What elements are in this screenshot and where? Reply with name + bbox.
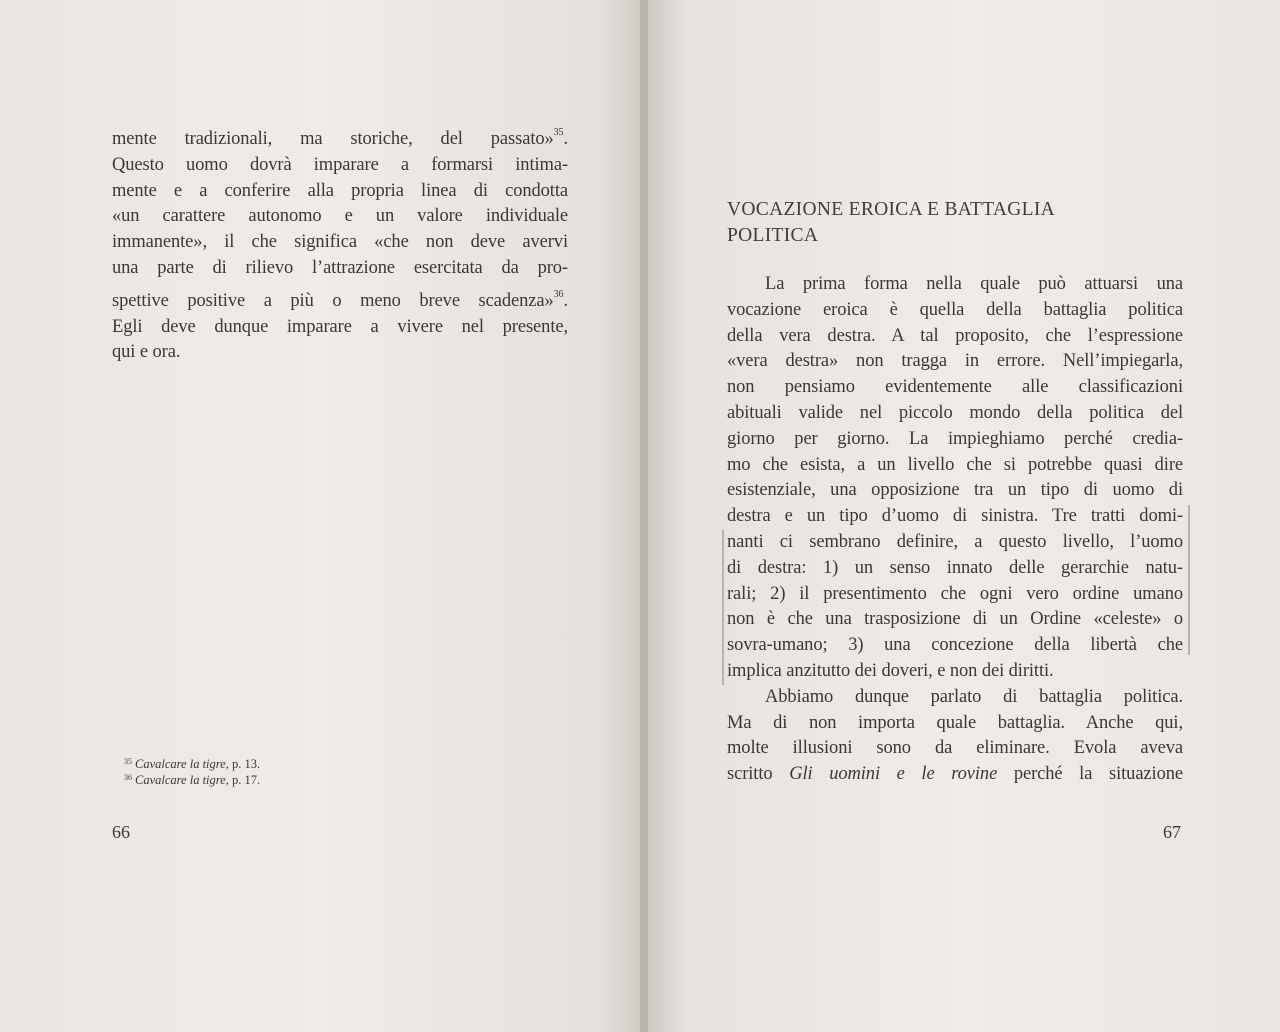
text-segment: giorno per giorno. La impieghiamo perché credia- (727, 428, 1183, 449)
text-segment: . (563, 129, 568, 149)
text-segment: una parte di rilievo l’attrazione esercitata da pro- (112, 257, 568, 278)
text-line (112, 179, 568, 205)
footnote (124, 771, 424, 787)
text-segment: nanti ci sembrano definire, a questo livello, l’uomo (727, 531, 1183, 552)
text-line (727, 504, 1183, 530)
footnote-ref: 36 (553, 288, 564, 300)
text-segment: molte illusioni sono da eliminare. Evola aveva (727, 738, 1183, 759)
text-segment: perché la situazione (997, 764, 1183, 785)
text-line (727, 685, 1183, 711)
text-segment: vocazione eroica è quella della battaglia politica (727, 299, 1183, 320)
text-line (727, 453, 1183, 479)
page-number-left: 66 (112, 822, 130, 842)
page-number-right: 67 (1163, 822, 1181, 842)
text-segment: non è che una trasposizione di un Ordine «celeste» o (727, 609, 1183, 630)
text-line (727, 478, 1183, 504)
text-line (727, 556, 1183, 582)
chapter-heading (727, 197, 1183, 249)
text-segment: esistenziale, una opposizione tra un tipo di uomo di (727, 480, 1183, 501)
footnote-title: Cavalcare la tigre (135, 757, 226, 771)
text-segment: destra e un tipo d’uomo di sinistra. Tre tratti domi- (727, 506, 1183, 527)
right-page-body (727, 272, 1183, 788)
text-line (112, 315, 568, 341)
text-line (727, 324, 1183, 350)
footnote-title: Cavalcare la tigre (135, 773, 226, 787)
text-line (112, 153, 568, 179)
text-segment: Ma di non importa quale battaglia. Anche qui, (727, 712, 1183, 733)
footnotes (124, 755, 424, 787)
pencil-mark-left (722, 530, 724, 685)
footnote-number: 35 (124, 757, 132, 766)
text-line (727, 427, 1183, 453)
text-segment: . (563, 290, 568, 311)
text-line (727, 272, 1183, 298)
text-segment: Questo uomo dovrà imparare a formarsi intima- (112, 154, 568, 175)
text-line (112, 340, 568, 366)
text-segment: «vera destra» non tragga in errore. Nell’impiegarla, (727, 351, 1183, 372)
text-line (727, 530, 1183, 556)
text-line (727, 401, 1183, 427)
heading-line: POLITICA (727, 225, 819, 246)
text-line (112, 282, 568, 315)
text-segment: implica anzitutto dei doveri, e non dei diritti. (727, 660, 1054, 681)
text-line (727, 736, 1183, 762)
text-line (727, 298, 1183, 324)
text-segment: immanente», il che significa «che non deve avervi (112, 232, 568, 253)
text-segment: Abbiamo dunque parlato di battaglia politica. (765, 686, 1183, 707)
text-line (727, 375, 1183, 401)
text-segment: mo che esista, a un livello che si potrebbe quasi dire (727, 454, 1183, 475)
text-line (112, 256, 568, 282)
italic-title: Gli uomini e le rovine (789, 764, 998, 785)
text-line (727, 582, 1183, 608)
text-segment: mente tradizionali, ma storiche, del passato» (112, 129, 554, 149)
text-line (112, 120, 568, 153)
text-segment: spettive positive a più o meno breve scadenza» (112, 290, 554, 311)
footnote-number: 36 (124, 773, 132, 782)
text-segment: rali; 2) il presentimento che ogni vero ordine umano (727, 583, 1183, 604)
footnote-page: , p. 13. (225, 757, 261, 771)
text-segment: abituali valide nel piccolo mondo della politica del (727, 402, 1183, 423)
text-line (112, 230, 568, 256)
text-segment: sovra-umano; 3) una concezione della libertà che (727, 635, 1183, 656)
text-segment: Egli deve dunque imparare a vivere nel presente, (112, 316, 568, 337)
text-segment: qui e ora. (112, 342, 181, 363)
footnote-page: , p. 17. (225, 773, 261, 787)
heading-line: VOCAZIONE EROICA E BATTAGLIA (727, 199, 1056, 220)
text-segment: di destra: 1) un senso innato delle gerarchie natu- (727, 557, 1183, 578)
text-segment: della vera destra. A tal proposito, che l’espressione (727, 325, 1183, 346)
book-gutter (640, 0, 648, 1032)
footnote-ref: 35 (553, 127, 564, 138)
text-segment: «un carattere autonomo e un valore individuale (112, 206, 568, 227)
text-line (727, 711, 1183, 737)
footnote (124, 755, 424, 771)
left-page-body (112, 120, 568, 366)
text-segment: non pensiamo evidentemente alle classificazioni (727, 377, 1183, 398)
text-line (727, 762, 1183, 788)
text-line (727, 659, 1183, 685)
text-line (727, 633, 1183, 659)
text-segment: mente e a conferire alla propria linea di condotta (112, 180, 568, 201)
text-line (727, 349, 1183, 375)
text-segment: scritto (727, 764, 790, 785)
pencil-mark-right (1188, 505, 1190, 655)
text-segment: La prima forma nella quale può attuarsi una (765, 274, 1183, 294)
text-line (727, 607, 1183, 633)
text-line (112, 204, 568, 230)
